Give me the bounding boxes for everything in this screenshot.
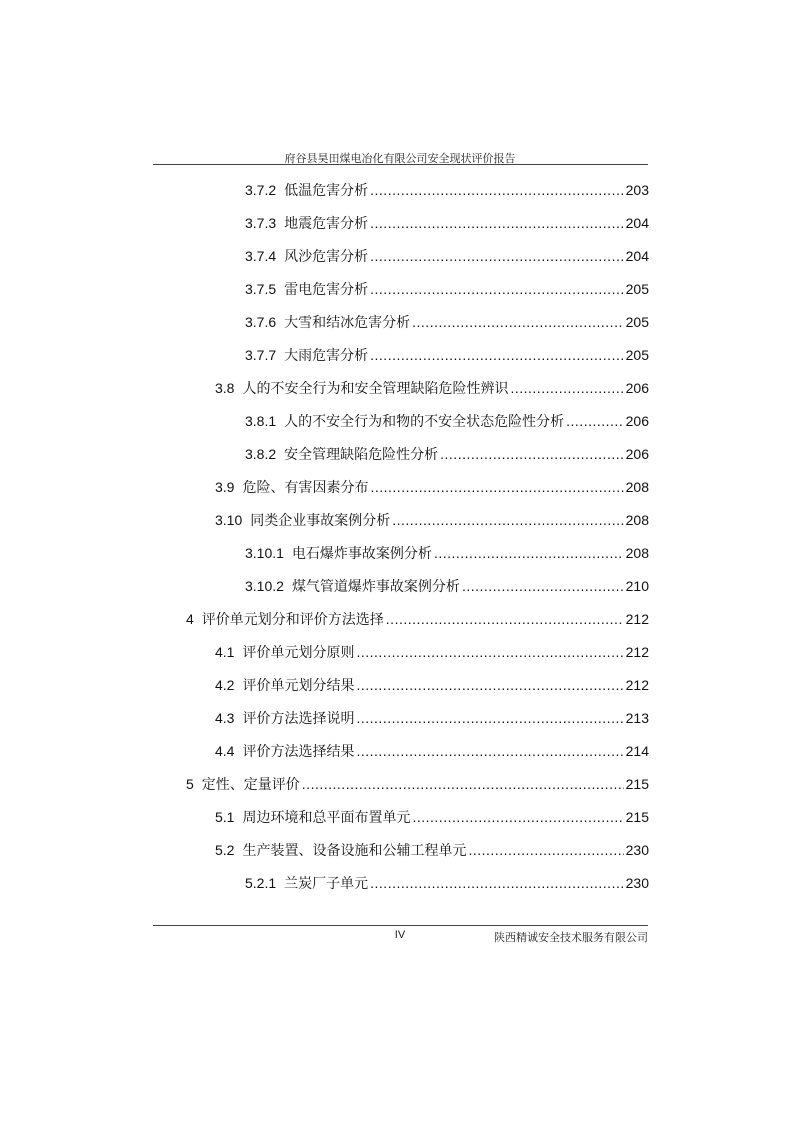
toc-entry-page: 205 bbox=[625, 347, 649, 363]
toc-entry-number: 3.7.2 bbox=[245, 182, 277, 198]
toc-entry-title: 生产装置、设备设施和公辅工程单元 bbox=[242, 843, 467, 859]
toc-entry-leader bbox=[302, 774, 624, 794]
toc-entry-title: 风沙危害分析 bbox=[284, 249, 369, 265]
toc-entry-number: 4.4 bbox=[215, 743, 235, 759]
toc-entry-leader bbox=[370, 213, 624, 233]
toc-entry[interactable] bbox=[186, 774, 649, 794]
toc-entry-number: 3.7.3 bbox=[245, 215, 277, 231]
toc-entry-number: 3.10.2 bbox=[245, 578, 284, 594]
toc-entry[interactable] bbox=[215, 708, 649, 728]
toc-entry-title: 地震危害分析 bbox=[284, 216, 369, 232]
toc-entry-page: 212 bbox=[625, 677, 649, 693]
toc-entry-number: 3.8.1 bbox=[245, 413, 277, 429]
toc-entry-title: 兰炭厂子单元 bbox=[284, 876, 369, 892]
toc-entry-title: 大雪和结冰危害分析 bbox=[284, 315, 411, 331]
toc-entry-leader bbox=[370, 345, 624, 365]
toc-entry-leader bbox=[412, 807, 623, 827]
toc-entry-page: 214 bbox=[625, 743, 649, 759]
footer-page-number: IV bbox=[394, 929, 406, 941]
toc-entry-title: 雷电危害分析 bbox=[284, 282, 369, 298]
toc-entry-page: 204 bbox=[625, 215, 649, 231]
toc-entry-leader bbox=[370, 246, 624, 266]
toc-entry[interactable] bbox=[245, 543, 649, 563]
toc-entry-leader bbox=[370, 279, 624, 299]
toc-entry[interactable] bbox=[215, 675, 649, 695]
toc-entry-title: 周边环境和总平面布置单元 bbox=[242, 810, 411, 826]
toc-entry-leader bbox=[370, 180, 624, 200]
toc-entry-number: 3.8.2 bbox=[245, 446, 277, 462]
toc-entry[interactable] bbox=[245, 576, 649, 596]
toc-entry[interactable] bbox=[215, 840, 649, 860]
toc-entry-number: 4.2 bbox=[215, 677, 235, 693]
toc-entry-title: 人的不安全行为和安全管理缺陷危险性辨识 bbox=[242, 381, 509, 397]
toc-entry-number: 5.2 bbox=[215, 842, 235, 858]
toc-entry-title: 低温危害分析 bbox=[284, 183, 369, 199]
toc-entry-title: 评价方法选择结果 bbox=[242, 744, 355, 760]
toc-entry-number: 3.9 bbox=[215, 479, 235, 495]
toc-entry[interactable] bbox=[245, 312, 649, 332]
toc-entry-number: 4.1 bbox=[215, 644, 235, 660]
toc-entry-page: 205 bbox=[625, 281, 649, 297]
toc-entry-page: 206 bbox=[625, 413, 649, 429]
toc-entry-number: 3.8 bbox=[215, 380, 235, 396]
toc-entry-page: 213 bbox=[625, 710, 649, 726]
toc-entry-number: 3.7.6 bbox=[245, 314, 277, 330]
header-title: 府谷县昊田煤电冶化有限公司安全现状评价报告 bbox=[284, 152, 516, 165]
toc-entry-page: 208 bbox=[625, 545, 649, 561]
toc-entry[interactable] bbox=[245, 444, 649, 464]
toc-entry-page: 206 bbox=[625, 380, 649, 396]
toc-entry-leader bbox=[356, 741, 623, 761]
toc-entry-number: 3.7.5 bbox=[245, 281, 277, 297]
toc-entry-number: 3.10 bbox=[215, 512, 243, 528]
toc-entry[interactable] bbox=[215, 642, 649, 662]
toc-entry-title: 煤气管道爆炸事故案例分析 bbox=[291, 579, 460, 595]
toc-entry[interactable] bbox=[245, 180, 649, 200]
toc-entry-page: 212 bbox=[625, 611, 649, 627]
toc-entry-title: 评价方法选择说明 bbox=[242, 711, 355, 727]
toc-entry-number: 5.2.1 bbox=[245, 875, 277, 891]
header-rule bbox=[153, 164, 648, 165]
toc-entry-leader bbox=[434, 543, 624, 563]
toc-entry-title: 安全管理缺陷危险性分析 bbox=[284, 447, 439, 463]
toc-entry-title: 评价单元划分和评价方法选择 bbox=[201, 612, 384, 628]
toc-entry-number: 5 bbox=[186, 776, 194, 792]
toc-entry[interactable] bbox=[245, 246, 649, 266]
toc-entry[interactable] bbox=[215, 741, 649, 761]
toc-entry-title: 定性、定量评价 bbox=[201, 777, 300, 793]
toc-entry-page: 215 bbox=[625, 809, 649, 825]
toc-entry-leader bbox=[356, 642, 623, 662]
toc-entry-title: 大雨危害分析 bbox=[284, 348, 369, 364]
toc-entry-number: 3.10.1 bbox=[245, 545, 284, 561]
toc-entry-page: 212 bbox=[625, 644, 649, 660]
toc-entry-page: 205 bbox=[625, 314, 649, 330]
toc-entry-page: 206 bbox=[625, 446, 649, 462]
toc-entry-number: 4 bbox=[186, 611, 194, 627]
toc-entry-page: 210 bbox=[625, 578, 649, 594]
toc-entry[interactable] bbox=[186, 609, 649, 629]
toc-entry-title: 评价单元划分原则 bbox=[242, 645, 355, 661]
toc-entry-page: 215 bbox=[625, 776, 649, 792]
toc-entry[interactable] bbox=[215, 477, 649, 497]
toc-entry-page: 230 bbox=[625, 842, 649, 858]
footer-rule bbox=[153, 925, 648, 926]
toc-entry-number: 3.7.7 bbox=[245, 347, 277, 363]
toc-entry[interactable] bbox=[215, 378, 649, 398]
toc-entry-page: 208 bbox=[625, 512, 649, 528]
toc-entry-leader bbox=[462, 576, 624, 596]
toc-entry-leader bbox=[468, 840, 623, 860]
toc-entry-leader bbox=[356, 708, 623, 728]
toc-entry-page: 203 bbox=[625, 182, 649, 198]
toc-entry-leader bbox=[356, 675, 623, 695]
toc-entry-page: 204 bbox=[625, 248, 649, 264]
toc-entry[interactable] bbox=[215, 510, 649, 530]
toc-entry-title: 电石爆炸事故案例分析 bbox=[291, 546, 432, 562]
toc-entry-leader bbox=[370, 873, 624, 893]
toc-entry-leader bbox=[370, 477, 623, 497]
toc-entry-title: 人的不安全行为和物的不安全状态危险性分析 bbox=[284, 414, 565, 430]
toc-entry-leader bbox=[392, 510, 623, 530]
toc-entry-number: 4.3 bbox=[215, 710, 235, 726]
toc-entry-number: 3.7.4 bbox=[245, 248, 277, 264]
toc-entry[interactable] bbox=[245, 345, 649, 365]
toc-entry-page: 208 bbox=[625, 479, 649, 495]
toc-entry[interactable] bbox=[245, 213, 649, 233]
toc-entry-leader bbox=[386, 609, 624, 629]
toc-entry-leader bbox=[566, 411, 624, 431]
footer-company: 陕西精诚安全技术服务有限公司 bbox=[494, 931, 648, 944]
toc-entry-title: 危险、有害因素分布 bbox=[242, 480, 369, 496]
toc-entry-title: 同类企业事故案例分析 bbox=[250, 513, 391, 529]
toc-entry[interactable] bbox=[215, 807, 649, 827]
toc-entry-page: 230 bbox=[625, 875, 649, 891]
toc-entry[interactable] bbox=[245, 411, 649, 431]
toc-entry-leader bbox=[510, 378, 623, 398]
toc-entry[interactable] bbox=[245, 279, 649, 299]
toc-entry-number: 5.1 bbox=[215, 809, 235, 825]
toc-entry-leader bbox=[412, 312, 624, 332]
toc-entry-leader bbox=[440, 444, 624, 464]
toc-entry[interactable] bbox=[245, 873, 649, 893]
toc-entry-title: 评价单元划分结果 bbox=[242, 678, 355, 694]
